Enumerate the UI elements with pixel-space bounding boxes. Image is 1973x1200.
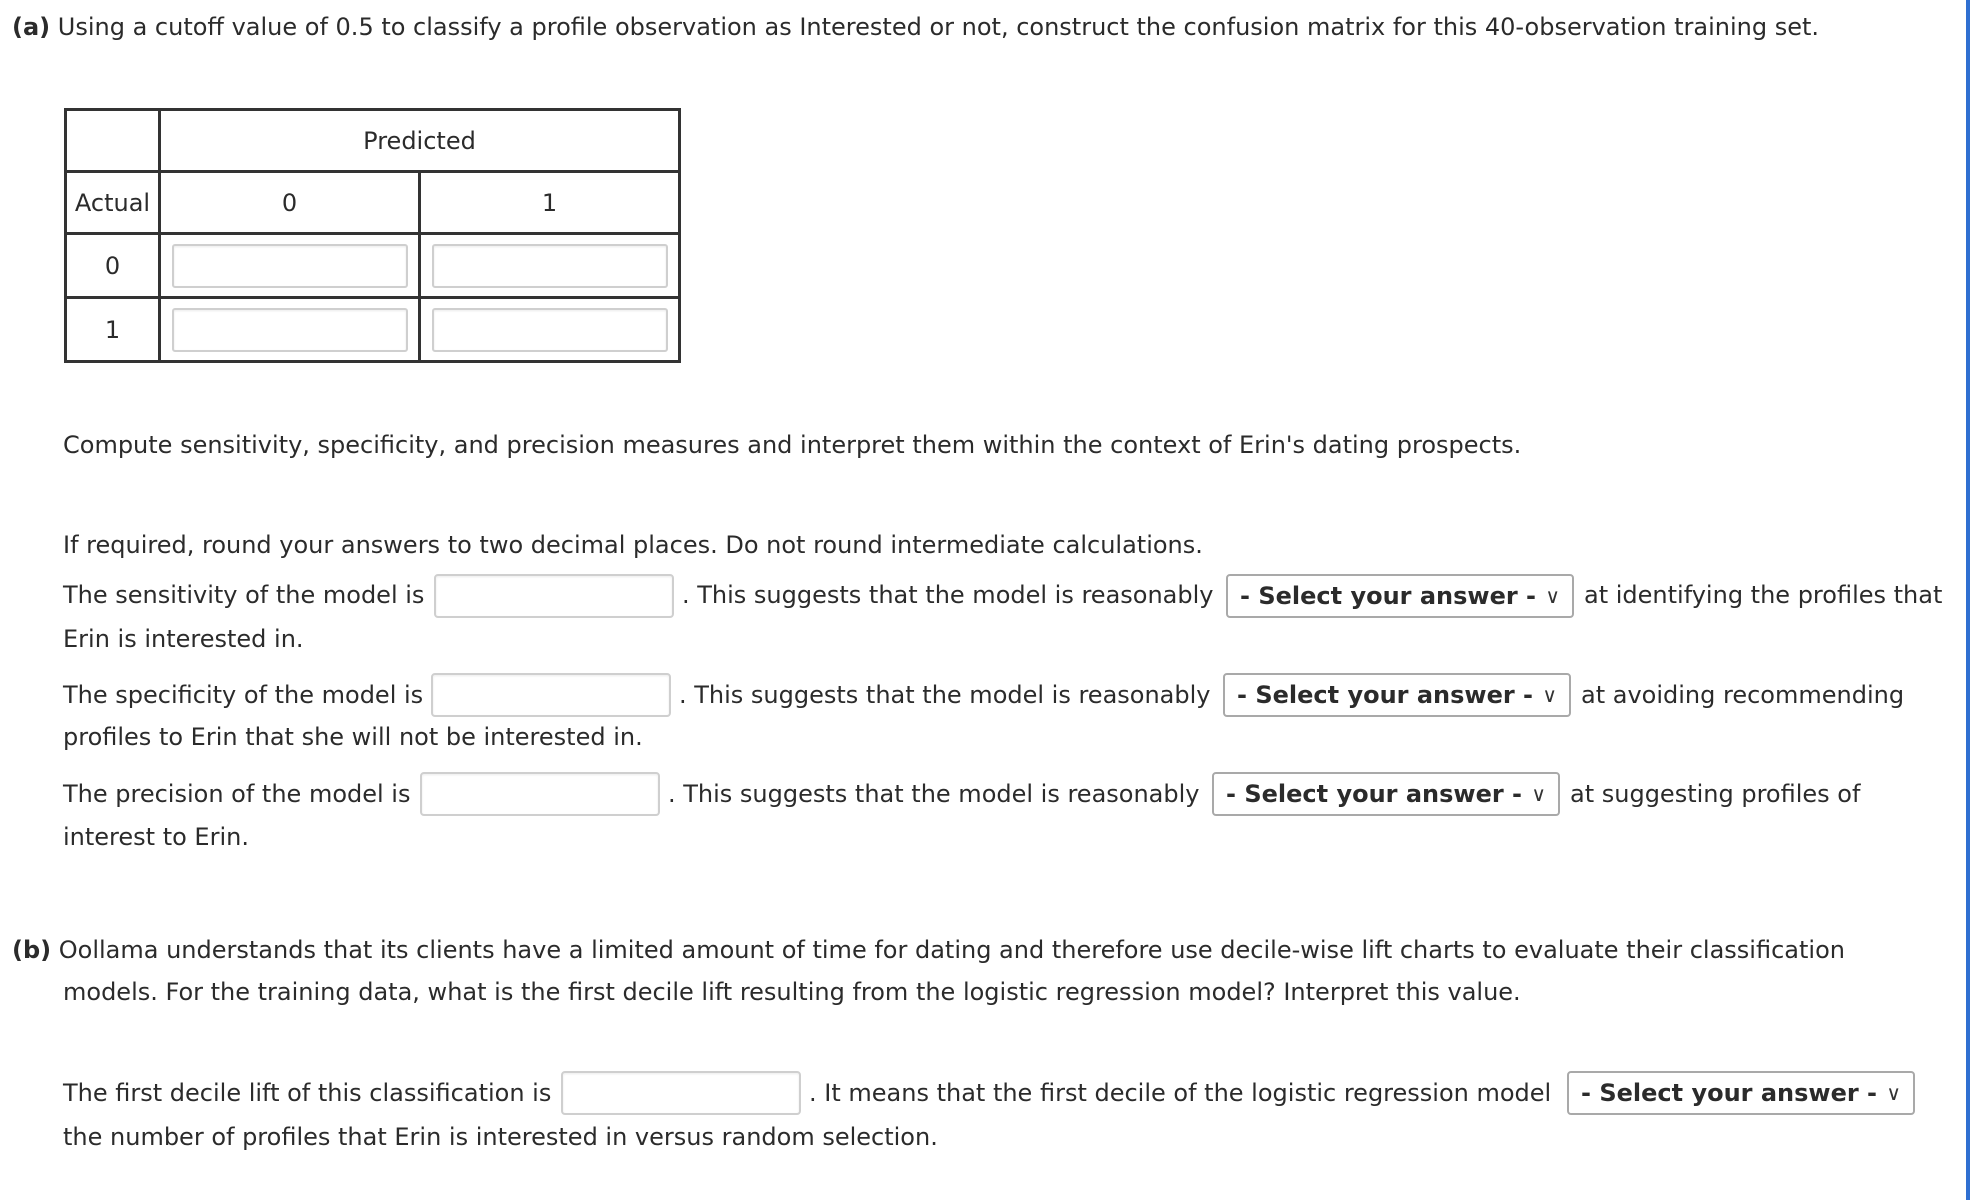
sensitivity-middle: . This suggests that the model is reasonably: [682, 581, 1214, 609]
row-header-0: 0: [66, 234, 160, 298]
precision-select[interactable]: [1212, 772, 1560, 816]
sensitivity-input[interactable]: [434, 574, 674, 618]
row-header-1: 1: [66, 298, 160, 362]
sensitivity-select-value: - Select your answer -: [1240, 582, 1537, 610]
precision-input[interactable]: [420, 772, 660, 816]
chevron-down-icon: ∨: [1886, 1081, 1901, 1105]
lift-input[interactable]: [561, 1071, 801, 1115]
right-edge-bar: [1966, 0, 1970, 1200]
chevron-down-icon: ∨: [1542, 683, 1557, 707]
matrix-input-actual0-pred1[interactable]: [432, 244, 668, 288]
part-b-question-line2: models. For the training data, what is the first decile lift resulting from the logistic regression model? Interpret this value.: [63, 978, 1521, 1006]
precision-suffix: at suggesting profiles of: [1570, 780, 1861, 808]
precision-middle: . This suggests that the model is reasonably: [668, 780, 1200, 808]
lift-select[interactable]: [1567, 1071, 1915, 1115]
precision-select-value: - Select your answer -: [1226, 780, 1523, 808]
lift-prefix: The first decile lift of this classification is: [63, 1079, 552, 1107]
sensitivity-select[interactable]: [1226, 574, 1574, 618]
confusion-matrix: [64, 108, 681, 363]
sensitivity-prefix: The sensitivity of the model is: [63, 581, 425, 609]
specificity-prefix: The specificity of the model is: [63, 681, 424, 709]
part-a-question: [12, 12, 1819, 42]
part-a-label: (a): [12, 13, 51, 41]
chevron-down-icon: ∨: [1531, 782, 1546, 806]
specificity-select-value: - Select your answer -: [1237, 681, 1534, 709]
actual-header: Actual: [66, 172, 160, 234]
matrix-input-actual1-pred1[interactable]: [432, 308, 668, 352]
part-b-label: (b): [12, 936, 52, 964]
col-header-1: 1: [420, 172, 680, 234]
specificity-suffix: at avoiding recommending: [1581, 681, 1905, 709]
part-b-question-line1: Oollama understands that its clients have a limited amount of time for dating and therefore use decile-wise lift charts to evaluate their classification: [58, 936, 1845, 964]
predicted-header: Predicted: [160, 110, 680, 172]
sensitivity-suffix: at identifying the profiles that: [1584, 581, 1943, 609]
precision-prefix: The precision of the model is: [63, 780, 411, 808]
matrix-input-actual1-pred0[interactable]: [172, 308, 408, 352]
sensitivity-line2: Erin is interested in.: [63, 625, 304, 653]
matrix-corner-cell: [66, 110, 160, 172]
compute-instructions: Compute sensitivity, specificity, and precision measures and interpret them within the context of Erin's dating prospects.: [63, 431, 1522, 459]
chevron-down-icon: ∨: [1545, 584, 1560, 608]
lift-middle: . It means that the first decile of the logistic regression model: [809, 1079, 1552, 1107]
lift-line2: the number of profiles that Erin is interested in versus random selection.: [63, 1123, 938, 1151]
specificity-middle: . This suggests that the model is reasonably: [679, 681, 1211, 709]
part-b-question: [12, 935, 1845, 965]
specificity-select[interactable]: [1223, 673, 1571, 717]
part-a-question-text: Using a cutoff value of 0.5 to classify a profile observation as Interested or not, construct the confusion matrix for this 40-observation training set.: [57, 13, 1820, 41]
rounding-instructions: If required, round your answers to two decimal places. Do not round intermediate calculations.: [63, 531, 1203, 559]
matrix-input-actual0-pred0[interactable]: [172, 244, 408, 288]
specificity-input[interactable]: [431, 673, 671, 717]
col-header-0: 0: [160, 172, 420, 234]
lift-select-value: - Select your answer -: [1581, 1079, 1878, 1107]
specificity-line2: profiles to Erin that she will not be interested in.: [63, 723, 643, 751]
precision-line2: interest to Erin.: [63, 823, 249, 851]
